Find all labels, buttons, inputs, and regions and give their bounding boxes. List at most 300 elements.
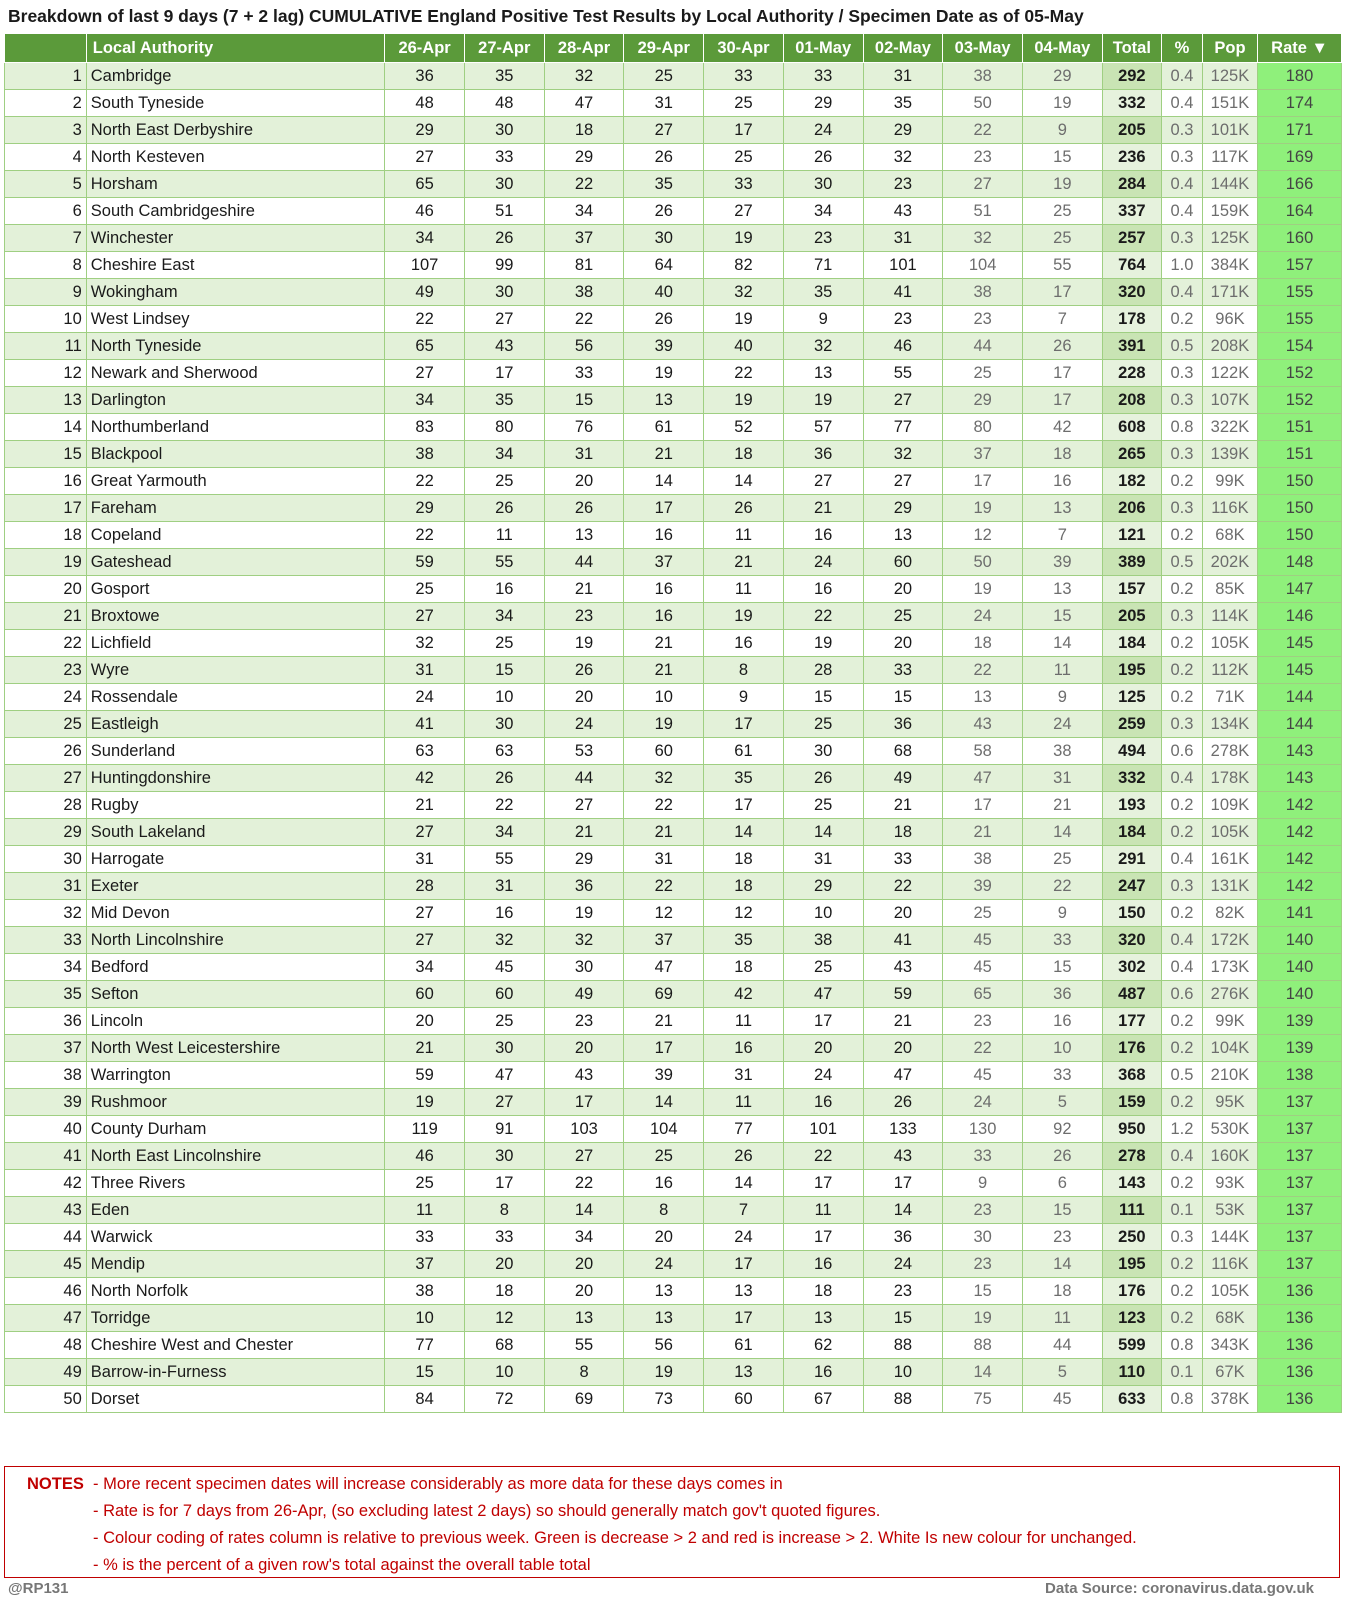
daily-count-cell: 47	[464, 1062, 544, 1089]
authority-name-cell: North West Leicestershire	[86, 1035, 384, 1062]
daily-count-cell: 63	[464, 738, 544, 765]
rank-cell: 17	[5, 495, 87, 522]
daily-count-cell: 10	[863, 1359, 943, 1386]
daily-count-cell: 22	[385, 468, 465, 495]
daily-count-cell: 13	[624, 1305, 704, 1332]
table-row	[5, 711, 1342, 738]
rate-cell: 137	[1258, 1197, 1342, 1224]
total-cell: 193	[1102, 792, 1161, 819]
daily-count-cell: 14	[624, 1089, 704, 1116]
daily-count-cell: 33	[863, 846, 943, 873]
rank-cell: 9	[5, 279, 87, 306]
lag-count-cell: 17	[1022, 387, 1102, 414]
daily-count-cell: 29	[783, 873, 863, 900]
daily-count-cell: 27	[464, 1089, 544, 1116]
daily-count-cell: 33	[544, 360, 624, 387]
daily-count-cell: 31	[624, 846, 704, 873]
authority-name-cell: Exeter	[86, 873, 384, 900]
rate-cell: 146	[1258, 603, 1342, 630]
rate-cell: 136	[1258, 1332, 1342, 1359]
population-cell: 117K	[1202, 144, 1257, 171]
daily-count-cell: 18	[863, 819, 943, 846]
rank-cell: 23	[5, 657, 87, 684]
daily-count-cell: 17	[544, 1089, 624, 1116]
total-cell: 608	[1102, 414, 1161, 441]
daily-count-cell: 17	[704, 1251, 784, 1278]
daily-count-cell: 15	[544, 387, 624, 414]
authority-name-cell: North East Lincolnshire	[86, 1143, 384, 1170]
daily-count-cell: 42	[385, 765, 465, 792]
lag-count-cell: 17	[1022, 360, 1102, 387]
population-cell: 95K	[1202, 1089, 1257, 1116]
daily-count-cell: 34	[385, 954, 465, 981]
daily-count-cell: 16	[783, 1089, 863, 1116]
daily-count-cell: 51	[464, 198, 544, 225]
daily-count-cell: 11	[783, 1197, 863, 1224]
column-header: %	[1161, 34, 1202, 63]
daily-count-cell: 10	[385, 1305, 465, 1332]
lag-count-cell: 14	[1022, 1251, 1102, 1278]
daily-count-cell: 23	[863, 171, 943, 198]
daily-count-cell: 18	[464, 1278, 544, 1305]
population-cell: 105K	[1202, 630, 1257, 657]
total-cell: 368	[1102, 1062, 1161, 1089]
percent-cell: 0.2	[1161, 630, 1202, 657]
daily-count-cell: 47	[544, 90, 624, 117]
daily-count-cell: 26	[704, 1143, 784, 1170]
daily-count-cell: 26	[704, 495, 784, 522]
daily-count-cell: 27	[385, 819, 465, 846]
total-cell: 157	[1102, 576, 1161, 603]
total-cell: 110	[1102, 1359, 1161, 1386]
daily-count-cell: 20	[544, 1251, 624, 1278]
rate-cell: 150	[1258, 468, 1342, 495]
rate-cell: 136	[1258, 1359, 1342, 1386]
daily-count-cell: 13	[783, 1305, 863, 1332]
daily-count-cell: 21	[624, 630, 704, 657]
daily-count-cell: 25	[863, 603, 943, 630]
percent-cell: 0.3	[1161, 873, 1202, 900]
daily-count-cell: 27	[385, 900, 465, 927]
authority-name-cell: Broxtowe	[86, 603, 384, 630]
daily-count-cell: 34	[385, 387, 465, 414]
daily-count-cell: 36	[544, 873, 624, 900]
lag-count-cell: 12	[943, 522, 1023, 549]
lag-count-cell: 51	[943, 198, 1023, 225]
rate-cell: 145	[1258, 630, 1342, 657]
lag-count-cell: 19	[1022, 90, 1102, 117]
daily-count-cell: 26	[863, 1089, 943, 1116]
note-line: - Colour coding of rates column is relative to previous week. Green is decrease > 2 and red is increase > 2. White Is new colour for unchanged.	[93, 1529, 1137, 1547]
percent-cell: 0.5	[1161, 333, 1202, 360]
lag-count-cell: 44	[1022, 1332, 1102, 1359]
total-cell: 123	[1102, 1305, 1161, 1332]
daily-count-cell: 25	[624, 1143, 704, 1170]
authority-name-cell: Warrington	[86, 1062, 384, 1089]
percent-cell: 0.4	[1161, 198, 1202, 225]
daily-count-cell: 21	[385, 792, 465, 819]
daily-count-cell: 22	[783, 1143, 863, 1170]
percent-cell: 0.2	[1161, 684, 1202, 711]
rate-cell: 174	[1258, 90, 1342, 117]
rank-cell: 1	[5, 63, 87, 90]
daily-count-cell: 19	[624, 1359, 704, 1386]
table-row	[5, 657, 1342, 684]
rate-cell: 169	[1258, 144, 1342, 171]
lag-count-cell: 38	[1022, 738, 1102, 765]
rate-cell: 144	[1258, 711, 1342, 738]
daily-count-cell: 17	[704, 792, 784, 819]
authority-name-cell: Darlington	[86, 387, 384, 414]
rate-cell: 143	[1258, 738, 1342, 765]
daily-count-cell: 34	[544, 198, 624, 225]
population-cell: 159K	[1202, 198, 1257, 225]
rate-cell: 136	[1258, 1278, 1342, 1305]
page-title: Breakdown of last 9 days (7 + 2 lag) CUMULATIVE England Positive Test Results by Local Authority / Specimen Date as of 05-May	[8, 6, 1084, 26]
daily-count-cell: 21	[863, 1008, 943, 1035]
daily-count-cell: 24	[783, 117, 863, 144]
daily-count-cell: 60	[704, 1386, 784, 1413]
note-line: - % is the percent of a given row's total against the overall table total	[93, 1556, 591, 1574]
lag-count-cell: 29	[1022, 63, 1102, 90]
rank-cell: 40	[5, 1116, 87, 1143]
lag-count-cell: 22	[943, 657, 1023, 684]
daily-count-cell: 49	[863, 765, 943, 792]
daily-count-cell: 30	[624, 225, 704, 252]
percent-cell: 0.2	[1161, 1035, 1202, 1062]
daily-count-cell: 37	[624, 927, 704, 954]
rate-cell: 142	[1258, 846, 1342, 873]
daily-count-cell: 26	[464, 765, 544, 792]
daily-count-cell: 19	[624, 711, 704, 738]
total-cell: 389	[1102, 549, 1161, 576]
daily-count-cell: 21	[624, 819, 704, 846]
rate-cell: 136	[1258, 1305, 1342, 1332]
rate-cell: 138	[1258, 1062, 1342, 1089]
daily-count-cell: 26	[544, 657, 624, 684]
daily-count-cell: 55	[464, 549, 544, 576]
rank-cell: 41	[5, 1143, 87, 1170]
table-row	[5, 738, 1342, 765]
column-header: 04-May	[1022, 34, 1102, 63]
population-cell: 71K	[1202, 684, 1257, 711]
lag-count-cell: 45	[943, 1062, 1023, 1089]
rank-cell: 50	[5, 1386, 87, 1413]
rate-cell: 142	[1258, 873, 1342, 900]
daily-count-cell: 44	[544, 765, 624, 792]
population-cell: 112K	[1202, 657, 1257, 684]
daily-count-cell: 15	[385, 1359, 465, 1386]
table-row	[5, 819, 1342, 846]
daily-count-cell: 27	[624, 117, 704, 144]
daily-count-cell: 35	[464, 63, 544, 90]
daily-count-cell: 101	[783, 1116, 863, 1143]
daily-count-cell: 38	[385, 1278, 465, 1305]
lag-count-cell: 15	[943, 1278, 1023, 1305]
daily-count-cell: 29	[385, 117, 465, 144]
authority-name-cell: North Lincolnshire	[86, 927, 384, 954]
authority-name-cell: Rugby	[86, 792, 384, 819]
table-header-row	[5, 34, 1342, 63]
notes-box	[4, 1466, 1340, 1578]
column-header[interactable]: Rate ▼	[1258, 34, 1342, 63]
lag-count-cell: 19	[943, 1305, 1023, 1332]
population-cell: 322K	[1202, 414, 1257, 441]
daily-count-cell: 14	[783, 819, 863, 846]
rank-cell: 13	[5, 387, 87, 414]
daily-count-cell: 13	[863, 522, 943, 549]
daily-count-cell: 11	[704, 1008, 784, 1035]
column-header: Total	[1102, 34, 1161, 63]
table-row	[5, 225, 1342, 252]
table-row	[5, 360, 1342, 387]
rank-cell: 32	[5, 900, 87, 927]
percent-cell: 0.3	[1161, 1224, 1202, 1251]
lag-count-cell: 23	[943, 306, 1023, 333]
table-row	[5, 414, 1342, 441]
rate-cell: 151	[1258, 441, 1342, 468]
daily-count-cell: 25	[385, 1170, 465, 1197]
population-cell: 151K	[1202, 90, 1257, 117]
daily-count-cell: 33	[464, 1224, 544, 1251]
table-row	[5, 1224, 1342, 1251]
total-cell: 284	[1102, 171, 1161, 198]
table-row	[5, 90, 1342, 117]
authority-name-cell: Cheshire West and Chester	[86, 1332, 384, 1359]
daily-count-cell: 31	[544, 441, 624, 468]
total-cell: 178	[1102, 306, 1161, 333]
daily-count-cell: 17	[704, 711, 784, 738]
rank-cell: 12	[5, 360, 87, 387]
rate-cell: 141	[1258, 900, 1342, 927]
rank-cell: 10	[5, 306, 87, 333]
percent-cell: 0.2	[1161, 1278, 1202, 1305]
daily-count-cell: 22	[624, 792, 704, 819]
daily-count-cell: 32	[464, 927, 544, 954]
authority-name-cell: Mid Devon	[86, 900, 384, 927]
lag-count-cell: 18	[1022, 1278, 1102, 1305]
daily-count-cell: 64	[624, 252, 704, 279]
daily-count-cell: 17	[783, 1008, 863, 1035]
lag-count-cell: 23	[943, 1008, 1023, 1035]
lag-count-cell: 88	[943, 1332, 1023, 1359]
rate-cell: 155	[1258, 279, 1342, 306]
daily-count-cell: 13	[704, 1359, 784, 1386]
daily-count-cell: 33	[863, 657, 943, 684]
daily-count-cell: 38	[544, 279, 624, 306]
lag-count-cell: 16	[1022, 468, 1102, 495]
lag-count-cell: 5	[1022, 1089, 1102, 1116]
daily-count-cell: 26	[464, 225, 544, 252]
daily-count-cell: 59	[385, 1062, 465, 1089]
authority-name-cell: Cheshire East	[86, 252, 384, 279]
lag-count-cell: 43	[943, 711, 1023, 738]
rate-cell: 150	[1258, 522, 1342, 549]
authority-name-cell: Gateshead	[86, 549, 384, 576]
rate-cell: 155	[1258, 306, 1342, 333]
table-row	[5, 198, 1342, 225]
lag-count-cell: 75	[943, 1386, 1023, 1413]
daily-count-cell: 29	[863, 495, 943, 522]
rate-cell: 145	[1258, 657, 1342, 684]
daily-count-cell: 12	[624, 900, 704, 927]
daily-count-cell: 16	[464, 576, 544, 603]
daily-count-cell: 23	[544, 603, 624, 630]
daily-count-cell: 37	[385, 1251, 465, 1278]
table-row	[5, 1197, 1342, 1224]
daily-count-cell: 15	[783, 684, 863, 711]
authority-name-cell: Three Rivers	[86, 1170, 384, 1197]
daily-count-cell: 43	[863, 954, 943, 981]
total-cell: 494	[1102, 738, 1161, 765]
lag-count-cell: 33	[1022, 927, 1102, 954]
daily-count-cell: 27	[704, 198, 784, 225]
daily-count-cell: 24	[783, 549, 863, 576]
daily-count-cell: 31	[704, 1062, 784, 1089]
daily-count-cell: 61	[704, 738, 784, 765]
lag-count-cell: 37	[943, 441, 1023, 468]
lag-count-cell: 5	[1022, 1359, 1102, 1386]
lag-count-cell: 50	[943, 90, 1023, 117]
daily-count-cell: 19	[624, 360, 704, 387]
daily-count-cell: 10	[464, 1359, 544, 1386]
daily-count-cell: 83	[385, 414, 465, 441]
daily-count-cell: 61	[624, 414, 704, 441]
daily-count-cell: 36	[863, 711, 943, 738]
lag-count-cell: 11	[1022, 657, 1102, 684]
daily-count-cell: 15	[863, 684, 943, 711]
population-cell: 276K	[1202, 981, 1257, 1008]
daily-count-cell: 21	[385, 1035, 465, 1062]
daily-count-cell: 34	[385, 225, 465, 252]
daily-count-cell: 25	[783, 711, 863, 738]
population-cell: 105K	[1202, 819, 1257, 846]
population-cell: 134K	[1202, 711, 1257, 738]
daily-count-cell: 55	[544, 1332, 624, 1359]
lag-count-cell: 10	[1022, 1035, 1102, 1062]
daily-count-cell: 91	[464, 1116, 544, 1143]
percent-cell: 0.2	[1161, 657, 1202, 684]
daily-count-cell: 43	[464, 333, 544, 360]
daily-count-cell: 37	[624, 549, 704, 576]
lag-count-cell: 22	[943, 117, 1023, 144]
total-cell: 111	[1102, 1197, 1161, 1224]
note-line: - More recent specimen dates will increase considerably as more data for these days comes in	[93, 1475, 783, 1493]
population-cell: 173K	[1202, 954, 1257, 981]
daily-count-cell: 33	[385, 1224, 465, 1251]
daily-count-cell: 77	[385, 1332, 465, 1359]
daily-count-cell: 25	[624, 63, 704, 90]
population-cell: 93K	[1202, 1170, 1257, 1197]
total-cell: 125	[1102, 684, 1161, 711]
lag-count-cell: 21	[1022, 792, 1102, 819]
daily-count-cell: 16	[624, 576, 704, 603]
lag-count-cell: 58	[943, 738, 1023, 765]
daily-count-cell: 57	[783, 414, 863, 441]
daily-count-cell: 30	[464, 117, 544, 144]
daily-count-cell: 48	[464, 90, 544, 117]
daily-count-cell: 17	[863, 1170, 943, 1197]
authority-name-cell: Eden	[86, 1197, 384, 1224]
total-cell: 633	[1102, 1386, 1161, 1413]
population-cell: 67K	[1202, 1359, 1257, 1386]
population-cell: 68K	[1202, 522, 1257, 549]
percent-cell: 0.5	[1161, 549, 1202, 576]
population-cell: 530K	[1202, 1116, 1257, 1143]
daily-count-cell: 24	[544, 711, 624, 738]
daily-count-cell: 27	[544, 792, 624, 819]
rank-cell: 20	[5, 576, 87, 603]
rate-cell: 147	[1258, 576, 1342, 603]
daily-count-cell: 24	[624, 1251, 704, 1278]
total-cell: 332	[1102, 765, 1161, 792]
daily-count-cell: 19	[544, 900, 624, 927]
lag-count-cell: 18	[943, 630, 1023, 657]
daily-count-cell: 32	[624, 765, 704, 792]
rate-cell: 137	[1258, 1116, 1342, 1143]
table-row	[5, 549, 1342, 576]
lag-count-cell: 24	[1022, 711, 1102, 738]
total-cell: 278	[1102, 1143, 1161, 1170]
rank-cell: 25	[5, 711, 87, 738]
percent-cell: 0.2	[1161, 1089, 1202, 1116]
daily-count-cell: 8	[704, 657, 784, 684]
daily-count-cell: 60	[464, 981, 544, 1008]
daily-count-cell: 22	[464, 792, 544, 819]
daily-count-cell: 63	[385, 738, 465, 765]
daily-count-cell: 31	[863, 63, 943, 90]
daily-count-cell: 49	[385, 279, 465, 306]
daily-count-cell: 67	[783, 1386, 863, 1413]
daily-count-cell: 41	[863, 279, 943, 306]
daily-count-cell: 46	[863, 333, 943, 360]
daily-count-cell: 20	[863, 900, 943, 927]
population-cell: 99K	[1202, 1008, 1257, 1035]
daily-count-cell: 62	[783, 1332, 863, 1359]
daily-count-cell: 29	[863, 117, 943, 144]
daily-count-cell: 34	[464, 603, 544, 630]
daily-count-cell: 28	[385, 873, 465, 900]
rank-cell: 47	[5, 1305, 87, 1332]
table-row	[5, 927, 1342, 954]
authority-name-cell: North East Derbyshire	[86, 117, 384, 144]
total-cell: 337	[1102, 198, 1161, 225]
daily-count-cell: 29	[783, 90, 863, 117]
daily-count-cell: 21	[624, 657, 704, 684]
daily-count-cell: 23	[863, 306, 943, 333]
lag-count-cell: 130	[943, 1116, 1023, 1143]
lag-count-cell: 45	[943, 927, 1023, 954]
daily-count-cell: 33	[464, 144, 544, 171]
daily-count-cell: 24	[385, 684, 465, 711]
percent-cell: 0.8	[1161, 414, 1202, 441]
daily-count-cell: 11	[704, 1089, 784, 1116]
daily-count-cell: 26	[464, 495, 544, 522]
total-cell: 320	[1102, 927, 1161, 954]
daily-count-cell: 22	[385, 306, 465, 333]
rank-cell: 44	[5, 1224, 87, 1251]
population-cell: 210K	[1202, 1062, 1257, 1089]
table-row	[5, 1251, 1342, 1278]
daily-count-cell: 16	[783, 1359, 863, 1386]
lag-count-cell: 33	[943, 1143, 1023, 1170]
table-row	[5, 873, 1342, 900]
daily-count-cell: 32	[385, 630, 465, 657]
daily-count-cell: 20	[863, 630, 943, 657]
lag-count-cell: 9	[1022, 117, 1102, 144]
table-row	[5, 900, 1342, 927]
lag-count-cell: 13	[1022, 495, 1102, 522]
